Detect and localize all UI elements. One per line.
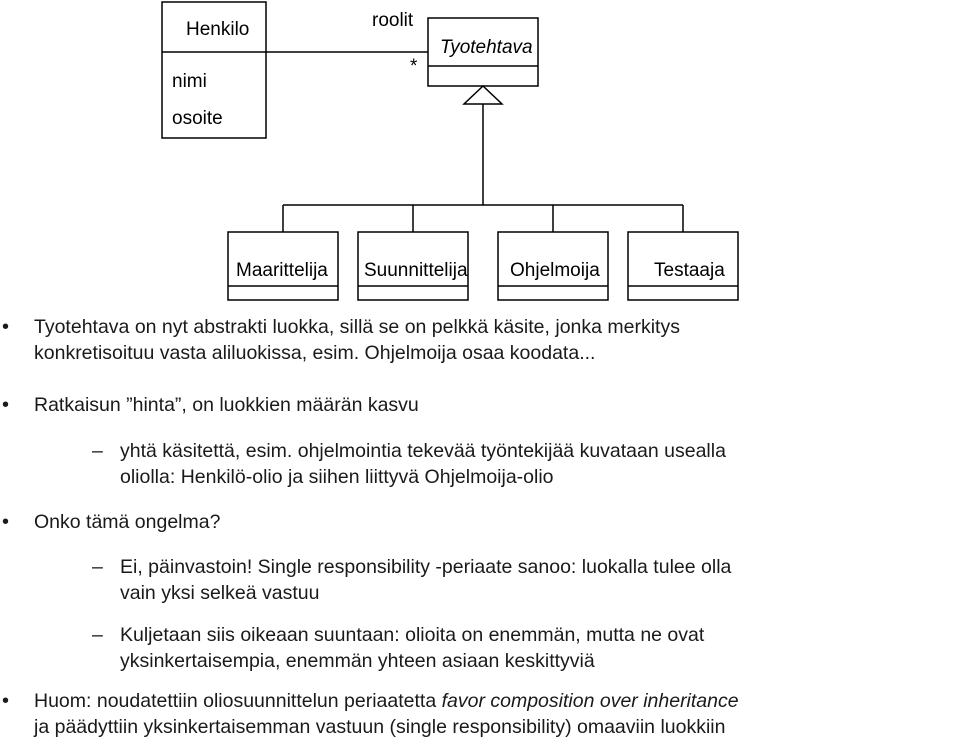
dash-marker: – [92,624,103,646]
class-henkilo-attr-osoite: osoite [172,108,223,129]
class-maarittelija-name: Maarittelija [236,260,328,281]
class-henkilo [162,2,266,138]
association-roolit [266,10,428,77]
class-maarittelija [228,232,338,300]
uml-class-diagram [0,0,960,310]
bullet-text-line: konkretisoituu vasta aliluokissa, esim. Ohjelmoija osaa koodata... [34,342,596,364]
class-ohjelmoija-name: Ohjelmoija [510,260,600,281]
class-testaaja-name: Testaaja [654,260,725,281]
bullet-text-line: Onko tämä ongelma? [34,511,221,533]
bullet-marker: • [2,394,10,416]
association-role-label: roolit [372,10,414,31]
class-suunnittelija [358,232,468,300]
association-multiplicity: * [410,56,418,77]
class-henkilo-attr-nimi: nimi [172,71,207,92]
class-ohjelmoija [498,232,608,300]
class-testaaja [628,232,738,300]
class-tyotehtava-name: Tyotehtava [440,37,533,58]
bullet-marker: • [2,690,10,712]
bullet-text-line: Ratkaisun ”hinta”, on luokkien määrän kasvu [34,394,419,416]
bullet-text-line: Ei, päinvastoin! Single responsibility -periaate sanoo: luokalla tulee olla [120,556,732,578]
bullet-text-line: Tyotehtava on nyt abstrakti luokka, sillä se on pelkkä käsite, jonka merkitys [34,316,680,338]
bullet-text-line: vain yksi selkeä vastuu [120,582,320,604]
class-suunnittelija-name: Suunnittelija [364,260,468,281]
bullet-text-line: Kuljetaan siis oikeaan suuntaan: olioita on enemmän, mutta ne ovat [120,624,705,646]
bullet-text-line: yksinkertaisempia, enemmän yhteen asiaan keskittyviä [120,650,595,672]
bullet-text-prefix: Huom: noudatettiin oliosuunnittelun periaatetta [34,690,442,712]
generalization-arrow [283,86,683,232]
class-henkilo-name: Henkilo [186,19,250,40]
bullet-text-line: yhtä käsitettä, esim. ohjelmointia tekevää työntekijää kuvataan usealla [120,440,726,462]
bullet-marker: • [2,511,10,533]
emphasis-phrase: favor composition over inheritance [441,690,739,712]
bullet-marker: • [2,316,10,338]
bullet-text-line: ja päädyttiin yksinkertaisemman vastuun (single responsibility) omaaviin luokkiin [34,716,726,738]
class-tyotehtava [428,18,538,86]
bullet-text-line [34,688,960,714]
dash-marker: – [92,556,103,578]
dash-marker: – [92,440,103,462]
bullet-text-line: oliolla: Henkilö-olio ja siihen liittyvä Ohjelmoija-olio [120,466,554,488]
